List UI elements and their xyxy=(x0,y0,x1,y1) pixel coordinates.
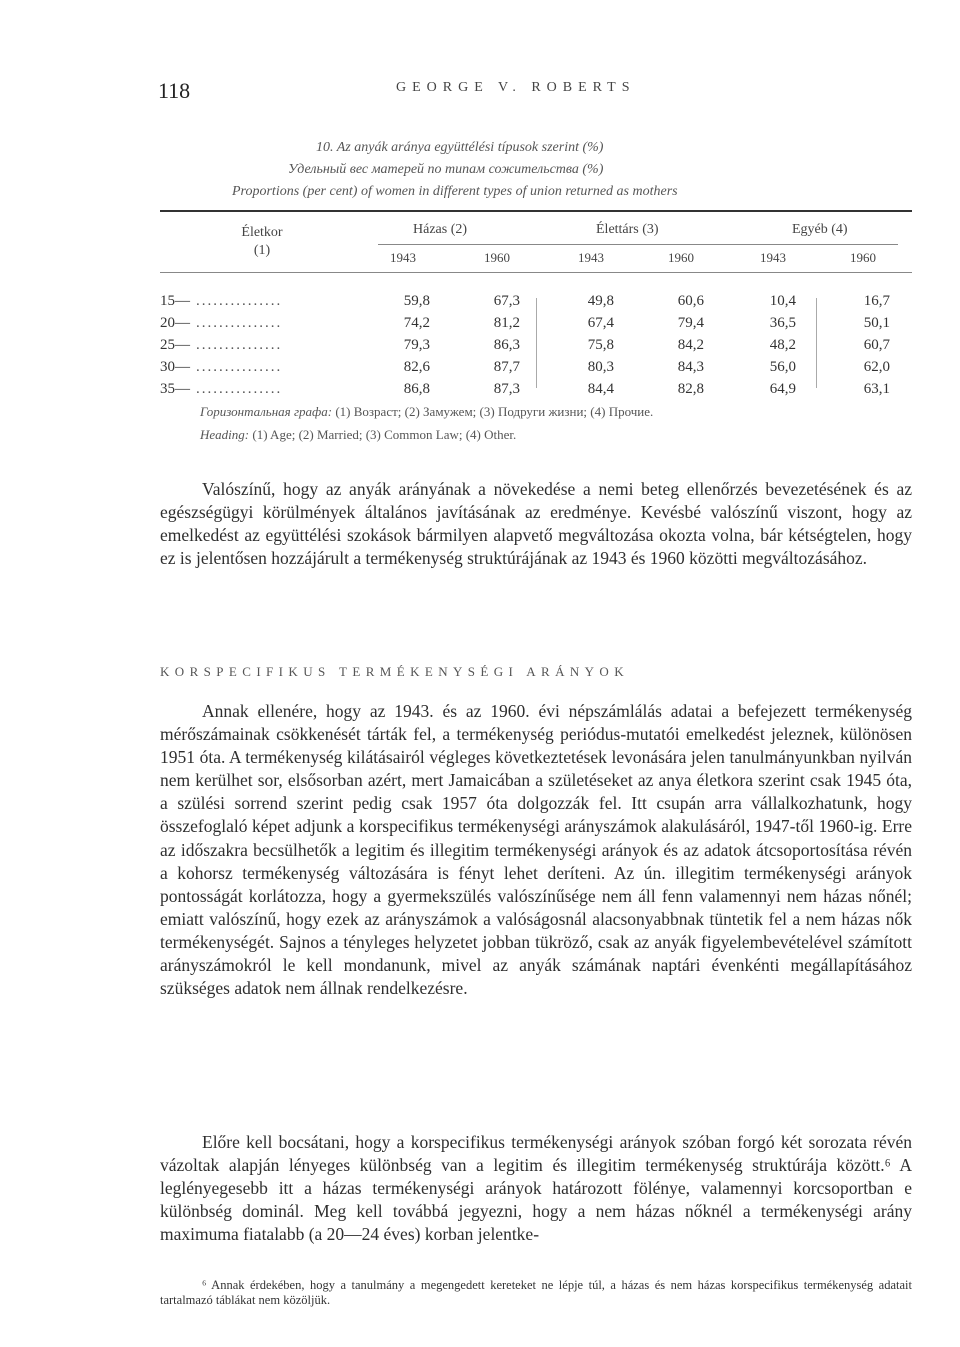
cell-value: 36,5 xyxy=(769,315,796,331)
note-label: Горизонтальная графа: xyxy=(200,404,333,419)
cell-value: 84,4 xyxy=(587,381,614,397)
table-row xyxy=(160,381,920,403)
group-header-other: Egyéb (4) xyxy=(792,222,848,237)
cell-value: 82,6 xyxy=(403,359,430,375)
cell-value: 60,6 xyxy=(677,293,704,309)
cell-value: 67,3 xyxy=(493,293,520,309)
running-head: GEORGE V. ROBERTS xyxy=(396,80,636,95)
cell-value: 67,4 xyxy=(587,315,614,331)
cell-value: 60,7 xyxy=(863,337,890,353)
table-row xyxy=(160,315,920,337)
table-title-en: Proportions (per cent) of women in different types of union returned as mothers xyxy=(232,184,678,199)
paragraph-2: Annak ellenére, hogy az 1943. és az 1960. évi népszámlálás adatai a befejezett termékenység mérőszámainak csökkenését tárták fel, a termékenység periódus-mutatói emelkedést jeleznek, különösen 1951 óta. A termékenység kilátásairól végleges következtetések levonására jelen tanulmányunkban nyilván nem kerülhet sor, elsősorban azért, mert Jamaicában a születéseket az anya életkora szerint csak 1945 óta, a szülési sorrend szerint pedig csak 1957 óta dolgozzák fel. Itt csupán arra vállalkozhatunk, hogy összefoglaló képet adjunk a korspecifikus termékenységi arányszámok alakulásáról, 1947-től 1960-ig. Erre az időszakra becsülhetők a legitim és illegitim termékenységi arányok és az adatok átcsoportosítása révén a kohorsz termékenység változására is fényt lehet deríteni. Az ún. illegitim termékenységi arányok pontosságát korlátozza, hogy a gyermekszülés valószínűsége nem áll fenn valamennyi nem házas nőnél; emiatt valószínű, hogy ezek az arányszámok a valóságosnál alacsonyabbnak tüntetik fel a nem házas nők termékenységét. Sajnos a tényleges helyzetet jobban tükröző, csak az anyák figyelembevételével számított arányszámokról le kell mondanunk, mivel az anyák számának naptári évenkénti megállapításához szükséges adatok nem állnak rendelkezésre. xyxy=(160,701,912,999)
year-header: 1943 xyxy=(390,250,416,265)
cell-value: 84,2 xyxy=(677,337,704,353)
cell-value: 64,9 xyxy=(769,381,796,397)
cell-value: 48,2 xyxy=(769,337,796,353)
row-age: 15— xyxy=(160,293,190,309)
cell-value: 16,7 xyxy=(863,293,890,309)
table-header-rule xyxy=(160,272,912,273)
table-row xyxy=(160,337,920,359)
cell-value: 87,7 xyxy=(493,359,520,375)
table-top-rule xyxy=(160,210,912,212)
cell-value: 62,0 xyxy=(863,359,890,375)
group-header-rule xyxy=(378,244,898,245)
cell-value: 75,8 xyxy=(587,337,614,353)
cell-value: 59,8 xyxy=(403,293,430,309)
year-header: 1960 xyxy=(668,250,694,265)
cell-value: 84,3 xyxy=(677,359,704,375)
row-age: 35— xyxy=(160,381,190,397)
cell-value: 63,1 xyxy=(863,381,890,397)
footnote: ⁶ Annak érdekében, hogy a tanulmány a megengedett kereteket ne lépje túl, a házas és nem házas korspecifikus termékenység adatait tartalmazó táblákat nem közöljük. xyxy=(160,1278,912,1307)
cell-value: 86,8 xyxy=(403,381,430,397)
cell-value: 82,8 xyxy=(677,381,704,397)
table-row xyxy=(160,293,920,315)
leader-dots: ............... xyxy=(196,381,283,397)
cell-value: 79,3 xyxy=(403,337,430,353)
row-age: 20— xyxy=(160,315,190,331)
cell-value: 56,0 xyxy=(769,359,796,375)
year-header: 1943 xyxy=(578,250,604,265)
note-text: (1) Возраст; (2) Замужем; (3) Подруги жизни; (4) Прочие. xyxy=(335,404,654,419)
note-text: (1) Age; (2) Married; (3) Common Law; (4) Other. xyxy=(252,427,517,442)
page-number: 118 xyxy=(158,78,191,103)
leader-dots: ............... xyxy=(196,315,283,331)
table-title-hu: 10. Az anyák aránya együttélési típusok szerint (%) xyxy=(316,140,604,155)
cell-value: 50,1 xyxy=(863,315,890,331)
cell-value: 10,4 xyxy=(769,293,796,309)
row-age: 30— xyxy=(160,359,190,375)
cell-value: 74,2 xyxy=(403,315,430,331)
cell-value: 79,4 xyxy=(677,315,704,331)
row-age: 25— xyxy=(160,337,190,353)
year-header: 1943 xyxy=(760,250,786,265)
section-title: KORSPECIFIKUS TERMÉKENYSÉGI ARÁNYOK xyxy=(160,664,630,679)
cell-value: 86,3 xyxy=(493,337,520,353)
age-column-header: Életkor (1) xyxy=(241,225,283,258)
table-title-ru: Удельный вес матерей по типам сожительства (%) xyxy=(288,162,604,177)
cell-value: 87,3 xyxy=(493,381,520,397)
year-header: 1960 xyxy=(850,250,876,265)
paragraph-1: Valószínű, hogy az anyák arányának a növekedése a nemi beteg ellenőrzés bevezetésének és az egészségügyi körülmények általános javításának az eredménye. Kevésbé valószínű viszont, hogy az emelkedést az együttélési szokások bármilyen alapvető megváltozása okozta volna, bár kétségtelen, hogy ez is jelentősen hozzájárult a termékenység struktúrájának az 1943 és 1960 közötti megváltozásához. xyxy=(160,479,912,569)
table-note-ru xyxy=(200,404,653,420)
leader-dots: ............... xyxy=(196,293,283,309)
cell-value: 80,3 xyxy=(587,359,614,375)
table-row xyxy=(160,359,920,381)
group-header-married: Házas (2) xyxy=(413,222,468,237)
table-note-en xyxy=(200,427,516,443)
cell-value: 49,8 xyxy=(587,293,614,309)
paragraph-3: Előre kell bocsátani, hogy a korspecifikus termékenységi arányok szóban forgó két sorozata révén vázoltak alapján lényeges különbség van a legitim és illegitim termékenység struktúrája között.⁶ A leglényegesebb itt a házas termékenységi arányok határozott fölénye, valamennyi korcsoportban e különbség dominál. Meg kell továbbá jegyezni, hogy a nem házas nőknél a termékenységi arány maximuma fiatalabb (a 20—24 éves) korban jelentke- xyxy=(160,1132,912,1245)
cell-value: 81,2 xyxy=(493,315,520,331)
leader-dots: ............... xyxy=(196,337,283,353)
year-header: 1960 xyxy=(484,250,510,265)
group-header-common-law: Élettárs (3) xyxy=(596,222,659,237)
leader-dots: ............... xyxy=(196,359,283,375)
note-label: Heading: xyxy=(200,427,250,442)
